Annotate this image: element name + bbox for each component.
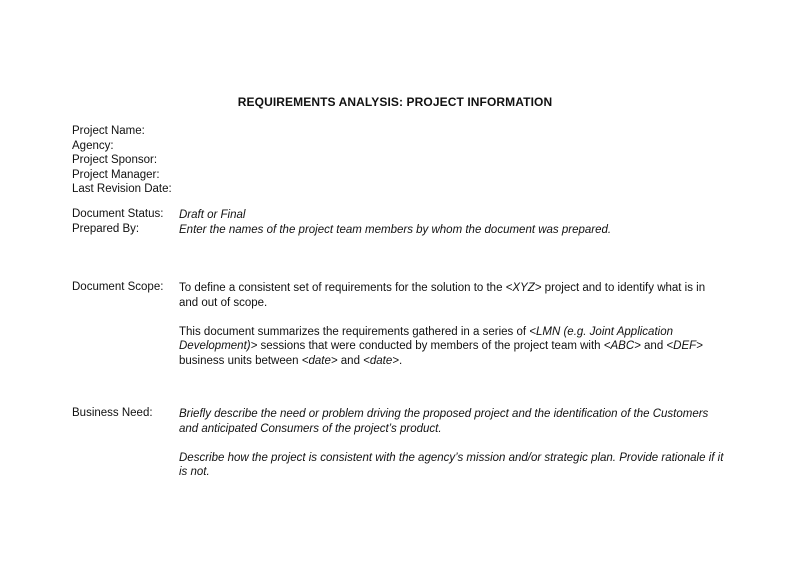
document-scope-text — [179, 281, 724, 369]
scope-paragraph-1 — [179, 281, 724, 310]
field-agency: Agency: — [72, 139, 114, 152]
text: This document summarizes the requirements gathered in a series of — [179, 325, 530, 338]
placeholder-lmn: <LMN (e.g. Joint Application Development)> — [179, 325, 673, 353]
scope-paragraph-2 — [179, 325, 724, 369]
placeholder-date-end: <date> — [363, 354, 399, 367]
project-info-fields — [72, 124, 172, 197]
page-title: REQUIREMENTS ANALYSIS: PROJECT INFORMATION — [237, 95, 553, 109]
document-status-label: Document Status: — [72, 208, 164, 220]
text: and — [337, 354, 364, 367]
field-project-manager: Project Manager: — [72, 168, 160, 181]
text: sessions that were conducted by members of the project team with — [257, 340, 604, 353]
text: and — [640, 340, 667, 353]
business-need-label: Business Need: — [72, 407, 153, 419]
prepared-by-label: Prepared By: — [72, 223, 140, 235]
text: . — [398, 354, 403, 367]
text: To define a consistent set of requirements for the solution to the — [179, 282, 506, 294]
field-last-revision-date: Last Revision Date: — [72, 183, 172, 196]
prepared-by-value: Enter the names of the project team members by whom the document was prepared. — [179, 224, 612, 236]
placeholder-xyz: <XYZ> — [505, 282, 542, 294]
placeholder-def: <DEF> — [666, 340, 703, 353]
business-need-text — [179, 407, 724, 480]
business-need-paragraph-2: Describe how the project is consistent with the agency’s mission and/or strategic plan. Provide rationale if it is not. — [179, 451, 724, 479]
document-status-value: Draft or Final — [179, 209, 246, 221]
placeholder-date-start: <date> — [301, 354, 338, 367]
document-scope-label: Document Scope: — [72, 281, 164, 293]
field-project-sponsor: Project Sponsor: — [72, 154, 158, 167]
placeholder-abc: <ABC> — [603, 340, 641, 353]
business-need-paragraph-1: Briefly describe the need or problem driving the proposed project and the identification of the Customers and anticipated Consumers of the project’s product. — [179, 408, 709, 435]
text: project and to identify what is in and out of scope. — [179, 282, 706, 309]
field-project-name: Project Name: — [72, 125, 145, 137]
text: business units between — [179, 354, 302, 367]
